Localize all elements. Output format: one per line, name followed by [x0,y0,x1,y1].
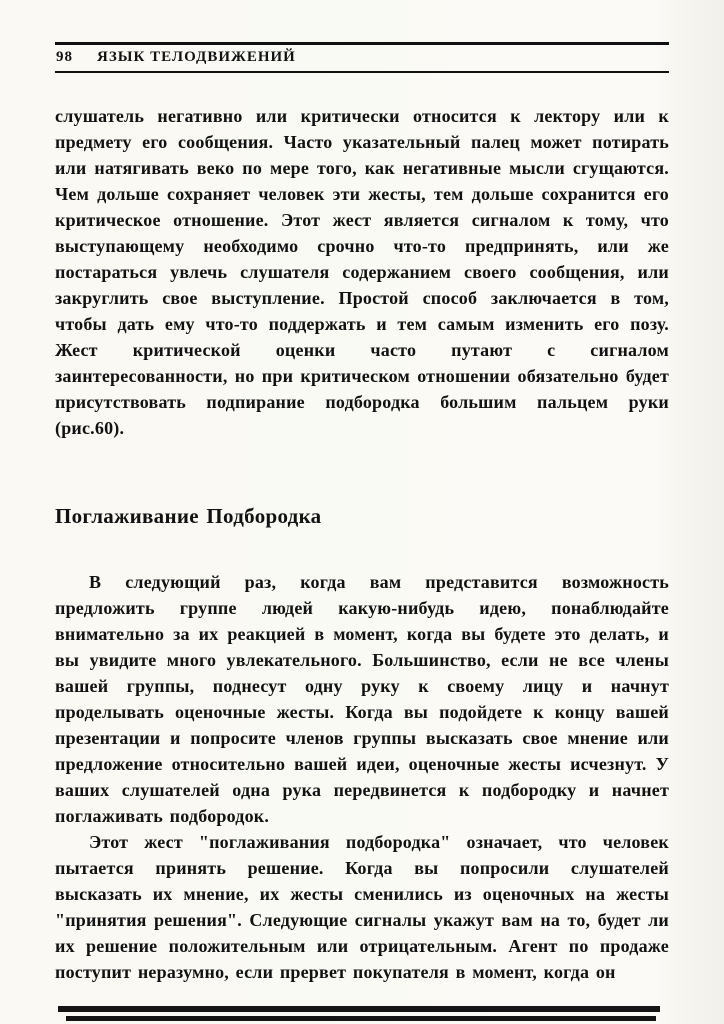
paragraph: слушатель негативно или критически относится к лектору или к предмету его сообщения. Часто указательный палец может потирать или натягивать веко по мере того, как негативные мысли сгущаются. Чем дольше сохраняет человек эти жесты, тем дольше сохранится его критическое отношение. Этот жест является сигналом к тому, что выступающему необходимо срочно что-то предпринять, или же постараться увлечь слушателя содержанием своего сообщения, или закруглить свое выступление. Простой способ заключается в том, чтобы дать ему что-то поддержать и тем самым изменить его позу. Жест критической оценки часто путают с сигналом заинтересованности, но при критическом отношении обязательно будет присутствовать подпирание подбородка большим пальцем руки (рис.60). [55,106,669,438]
page-header [55,45,669,71]
section-heading: Поглаживание Подбородка [55,504,322,528]
page-body [55,103,669,985]
paragraph: Этот жест "поглаживания подбородка" означает, что человек пытается принять решение. Когда вы попросили слушателей высказать их мнение, их жесты сменились из оценочных на жесты "принятия решения". Следующие сигналы укажут вам на то, будет ли их решение положительным или отрицательным. Агент по продаже поступит неразумно, если прервет покупателя в момент, когда он [55,832,669,982]
page-number: 98 [56,49,73,65]
running-title: ЯЗЫК ТЕЛОДВИЖЕНИЙ [97,49,296,65]
scan-edge-bar [66,1016,656,1021]
header-rule-bottom [55,71,669,73]
scan-edge-bar [58,1006,660,1012]
paragraph: В следующий раз, когда вам представится возможность предложить группе людей какую-нибудь идею, понаблюдайте внимательно за их реакцией в момент, когда вы будете это делать, и вы увидите много увлекательного. Большинство, если не все члены вашей группы, поднесут одну руку к своему лицу и начнут проделывать оценочные жесты. Когда вы подойдете к концу вашей презентации и попросите членов группы высказать свое мнение или предложение относительно вашей идеи, оценочные жесты исчезнут. У ваших слушателей одна рука передвинется к подбородку и начнет поглаживать подбородок. [55,572,669,826]
